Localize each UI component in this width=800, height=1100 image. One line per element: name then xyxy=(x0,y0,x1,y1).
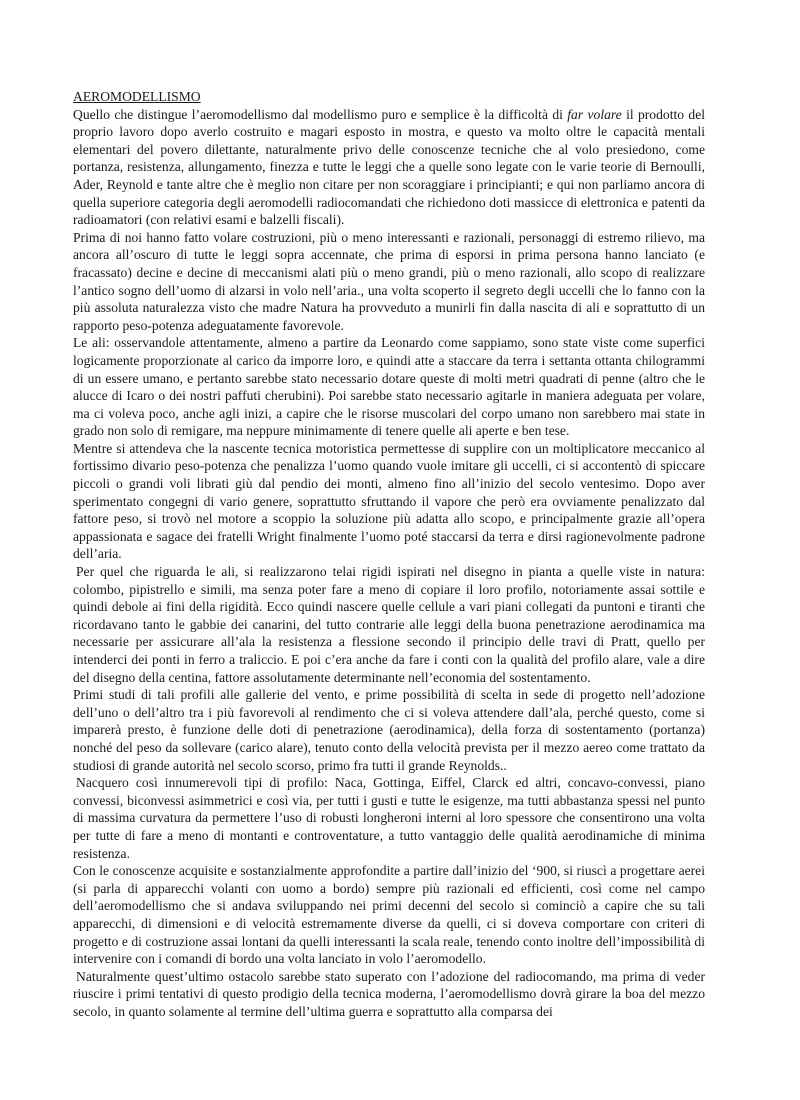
document-title: AEROMODELLISMO xyxy=(73,89,201,104)
document-page xyxy=(73,88,705,1020)
paragraph-2: Prima di noi hanno fatto volare costruzioni, più o meno interessanti e razionali, personaggi di estremo rilievo, ma ancora all’oscuro di tutte le leggi sopra accennate, che prima di esporsi in prima persona hanno lanciato (e fracassato) decine e decine di meccanismi alati più o meno grandi, più o meno razionali, allo scopo di realizzare l’antico sogno dell’uomo di alzarsi in volo nell’aria., una volta scoperto il segreto degli uccelli che lo fanno con la più assoluta naturalezza visto che madre Natura ha provveduto a munirli fin dalla nascita di ali e soprattutto di un rapporto peso-potenza adeguatamente favorevole. xyxy=(73,229,705,333)
paragraph-9: Naturalmente quest’ultimo ostacolo sarebbe stato superato con l’adozione del radiocomando, ma prima di veder riuscire i primi tentativi di questo prodigio della tecnica moderna, l’aeromodellismo dovrà girare la boa del mezzo secolo, in quanto solamente al termine dell’ultima guerra e soprattutto alla comparsa dei xyxy=(73,968,705,1019)
paragraph-1 xyxy=(73,106,705,229)
paragraph-3: Le ali: osservandole attentamente, almeno a partire da Leonardo come sappiamo, sono state viste come superfici logicamente proporzionate al carico da imporre loro, e quindi atte a staccare da terra i settanta ottanta chilogrammi di un essere umano, e pertanto sarebbe stato necessario dotare queste di molti metri quadrati di penne (altro che le alucce di Icaro o dei nostri paffuti cherubini). Poi sarebbe stato necessario agitarle in maniera adeguata per volare, ma ci voleva poco, anche agli inizi, a capire che le risorse muscolari del corpo umano non sarebbero mai state in grado non solo di remigare, ma neppure minimamente di tenere quelle ali aperte e ben tese. xyxy=(73,335,705,439)
paragraph-8: Con le conoscenze acquisite e sostanzialmente approfondite a partire dall’inizio del ‘900, si riuscì a progettare aerei (si parla di apparecchi volanti con uomo a bordo) sempre più razionali ed efficienti, così come nel campo dell’aeromodellismo che si andava sviluppando nei primi decenni del secolo si cominciò a capire che su tali apparecchi, di dimensioni e di velocità estremamente diverse da quelli, ci si doveva comportare con criteri di progetto e di costruzione assai lontani da quelli interessanti la scala reale, tenendo conto inoltre dell’impossibilità di intervenire con i comandi di bordo una volta lanciato in volo l’aeromodello. xyxy=(73,863,705,967)
emphasis-far-volare: far volare xyxy=(567,106,622,122)
paragraph-6: Primi studi di tali profili alle gallerie del vento, e prime possibilità di scelta in sede di progetto nell’adozione dell’uno o dell’altro tra i più favorevoli al rendimento che ci si voleva attendere dall’ala, perché questo, come si imparerà presto, è funzione delle doti di penetrazione (aerodinamica), della forza di sostentamento (portanza) nonché del peso da sollevare (carico alare), tenuto conto della velocità prevista per il mezzo aereo come trattato da studiosi di grande autorità nel secolo scorso, primo fra tutti il grande Reynolds.. xyxy=(73,687,705,773)
paragraph-1-start: Quello che distingue l’aeromodellismo dal modellismo puro e semplice è la difficoltà di xyxy=(73,106,568,122)
paragraph-1-end: il prodotto del proprio lavoro dopo averlo costruito e magari esposto in mostra, e questo va molto oltre le capacità mentali elementari del povero dilettante, naturalmente privo delle conoscenze tecniche che al volo presiedono, come portanza, resistenza, allungamento, finezza e tutte le leggi che a quelle sono legate con le varie teorie di Bernoulli, Ader, Reynold e tante altre che è meglio non citare per non scoraggiare i principianti; e qui non parliamo ancora di quella superiore categoria degli aeromodelli radiocomandati che richiedono doti massicce di elettronica e patenti da radioamatori (con relativi esami e balzelli fiscali). xyxy=(73,106,706,228)
paragraph-5: Per quel che riguarda le ali, si realizzarono telai rigidi ispirati nel disegno in pianta a quelle viste in natura: colombo, pipistrello e simili, ma senza poter fare a meno di copiare il loro profilo, notoriamente assai sottile e quindi debole ai fini della rigidità. Ecco quindi nascere quelle cellule a vari piani collegati da puntoni e tiranti che ricordavano tanto le gabbie dei canarini, del tutto contrarie alle leggi della buona penetrazione aerodinamica ma necessarie per assicurare all’ala la resistenza a flessione secondo il principio delle travi di Pratt, quello per intenderci dei ponti in ferro a traliccio. E poi c’era anche da fare i conti con la qualità del profilo alare, vale a dire del disegno della centina, fattore assolutamente determinante nell’economia del sostentamento. xyxy=(73,564,705,685)
paragraph-4: Mentre si attendeva che la nascente tecnica motoristica permettesse di supplire con un moltiplicatore meccanico al fortissimo divario peso-potenza che penalizza l’uomo quando vuole imitare gli uccelli, ci si accontentò di spiccare piccoli o grandi voli librati giù dal pendio dei monti, almeno fino all’inizio del secolo ventesimo. Dopo aver sperimentato congegni di vario genere, soprattutto sfruttando il vapore che però era ovviamente penalizzato dal fattore peso, si trovò nel motore a scoppio la soluzione più adatta allo scopo, e principalmente grazie all’opera appassionata e sagace dei fratelli Wright finalmente l’uomo poté staccarsi da terra e dirsi ragionevolmente padrone dell’aria. xyxy=(73,440,705,562)
paragraph-7: Nacquero così innumerevoli tipi di profilo: Naca, Gottinga, Eiffel, Clarck ed altri, concavo-convessi, piano convessi, biconvessi asimmetrici e così via, per tutti i gusti e tutte le esigenze, ma tutti abbastanza spessi nel punto di massima curvatura da permettere l’uso di robusti longheroni interni al loro spessore che consentirono una volta per tutte di fare a meno di montanti e controventature, a tutto vantaggio delle qualità aerodinamiche di minima resistenza. xyxy=(73,775,705,861)
